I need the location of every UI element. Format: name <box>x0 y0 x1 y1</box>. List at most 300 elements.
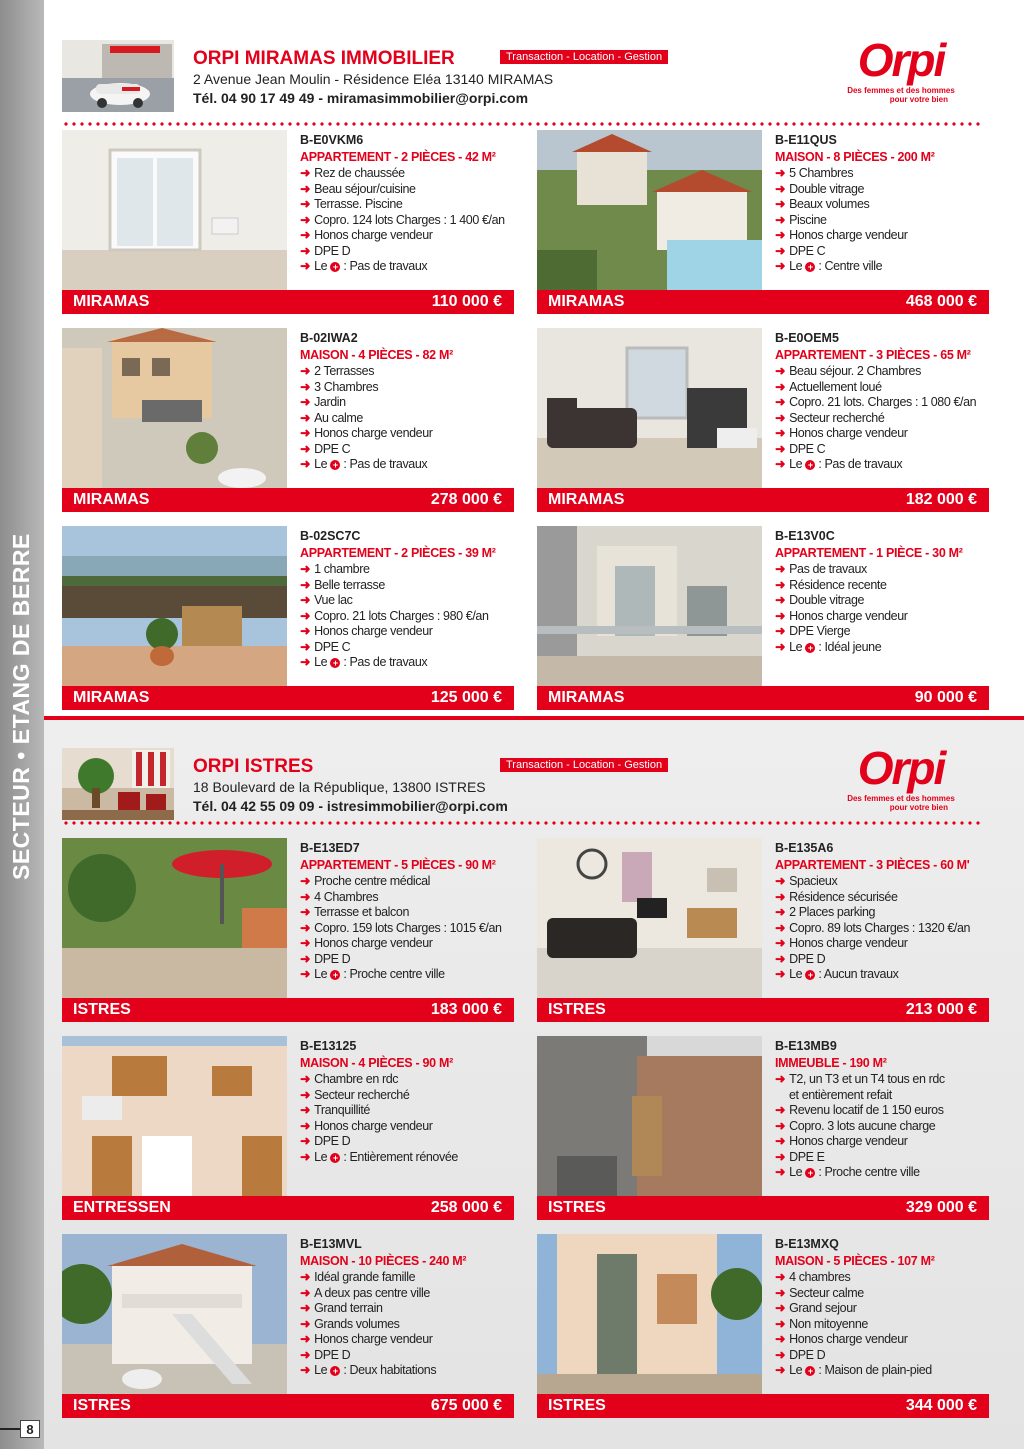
listing-city: ISTRES <box>548 1001 606 1018</box>
feature-item <box>300 921 514 937</box>
feature-item <box>300 936 514 952</box>
sector-sidebar <box>0 0 44 1449</box>
feature-item <box>775 1286 989 1302</box>
listing-type: APPARTEMENT - 1 PIÈCE - 30 M² <box>775 546 963 560</box>
arrow-icon: ➜ <box>300 639 311 654</box>
feature-item <box>775 1332 989 1348</box>
feature-item <box>300 1317 514 1333</box>
feature-text: Terrasse. Piscine <box>314 197 403 211</box>
feature-text: Honos charge vendeur <box>314 624 433 638</box>
feature-text: DPE E <box>789 1149 825 1164</box>
feature-item-continued <box>775 1088 989 1104</box>
listing-price-bar <box>537 998 989 1022</box>
arrow-icon: ➜ <box>300 441 311 456</box>
feature-text: Beau séjour/cuisine <box>314 181 416 196</box>
arrow-icon: ➜ <box>300 1285 311 1300</box>
feature-list <box>300 1270 514 1379</box>
logo-word: Orpi <box>857 34 945 86</box>
listing-price: 258 000 € <box>430 1199 502 1216</box>
feature-text: 1 chambre <box>314 562 370 576</box>
listing-reference: B-02IWA2 <box>300 331 358 345</box>
plus-label: Le <box>314 655 328 669</box>
feature-text: Belle terrasse <box>314 577 385 592</box>
feature-item <box>300 640 514 656</box>
feature-text: Actuellement loué <box>789 379 882 394</box>
arrow-icon: ➜ <box>775 181 786 196</box>
feature-item <box>775 1134 989 1150</box>
arrow-icon: ➜ <box>300 562 311 576</box>
feature-item <box>775 1301 989 1317</box>
feature-item <box>300 874 514 890</box>
arrow-icon: ➜ <box>775 410 786 425</box>
agency-contact[interactable]: Tél. 04 90 17 49 49 - miramasimmobilier@orpi.com <box>193 90 529 106</box>
feature-text: Double vitrage <box>789 593 865 607</box>
feature-item-plus <box>300 457 514 473</box>
feature-item <box>775 244 989 260</box>
feature-text: Honos charge vendeur <box>789 608 908 623</box>
arrow-icon: ➜ <box>300 228 311 242</box>
feature-item <box>775 228 989 244</box>
listing-type: MAISON - 4 PIÈCES - 90 M² <box>300 1056 453 1070</box>
arrow-icon: ➜ <box>775 951 786 966</box>
logo-slogan-line2: pour votre bien <box>889 95 948 104</box>
listing-card[interactable] <box>537 130 989 316</box>
feature-item <box>775 442 989 458</box>
feature-item <box>775 380 989 396</box>
dotted-separator <box>62 821 980 825</box>
feature-item <box>300 1348 514 1364</box>
feature-item <box>300 213 514 229</box>
listing-city: MIRAMAS <box>73 491 150 508</box>
listing-card[interactable] <box>537 328 989 514</box>
plus-label: Le <box>314 457 328 471</box>
feature-text: DPE C <box>314 639 351 654</box>
arrow-icon: ➜ <box>775 562 786 576</box>
listing-type: APPARTEMENT - 2 PIÈCES - 39 M² <box>300 546 496 560</box>
arrow-icon: ➜ <box>775 212 786 227</box>
feature-text: Revenu locatif de 1 150 euros <box>789 1103 944 1117</box>
feature-item <box>775 197 989 213</box>
arrow-icon: ➜ <box>300 624 311 638</box>
listing-type: MAISON - 4 PIÈCES - 82 M² <box>300 348 453 362</box>
agency-contact[interactable]: Tél. 04 42 55 09 09 - istresimmobilier@orpi.com <box>193 798 508 814</box>
arrow-icon: ➜ <box>775 1118 786 1133</box>
feature-item <box>775 624 989 640</box>
feature-list <box>775 1270 989 1379</box>
arrow-icon: ➜ <box>300 608 311 623</box>
listing-card[interactable] <box>537 838 989 1024</box>
listing-card[interactable] <box>62 1234 514 1420</box>
listing-reference: B-E13MXQ <box>775 1237 839 1251</box>
listing-info <box>775 1038 989 1181</box>
plus-label: Le <box>314 967 328 981</box>
feature-item-plus <box>775 967 989 983</box>
feature-item <box>775 182 989 198</box>
arrow-icon: ➜ <box>775 1270 786 1284</box>
arrow-icon: ➜ <box>300 936 311 950</box>
feature-text: Copro. 3 lots aucune charge <box>789 1118 936 1133</box>
listing-price: 329 000 € <box>905 1199 977 1216</box>
listing-reference: B-E11QUS <box>775 133 837 147</box>
feature-text: DPE C <box>314 441 351 456</box>
feature-item <box>300 1332 514 1348</box>
listing-price: 344 000 € <box>905 1397 977 1414</box>
plus-label: Le <box>314 1363 328 1377</box>
arrow-icon: ➜ <box>300 1301 311 1315</box>
feature-list <box>775 1072 989 1181</box>
feature-text: et entièrement refait <box>789 1087 892 1102</box>
arrow-icon: ➜ <box>775 243 786 258</box>
plus-icon: + <box>805 460 815 470</box>
arrow-icon: ➜ <box>775 1363 786 1377</box>
agency-name: ORPI MIRAMAS IMMOBILIER <box>193 48 455 69</box>
listing-photo[interactable] <box>62 328 287 488</box>
arrow-icon: ➜ <box>775 593 786 607</box>
feature-text: Tranquillité <box>314 1103 370 1117</box>
feature-text: Rez de chaussée <box>314 166 405 180</box>
logo-slogan-line1: Des femmes et des hommes <box>847 86 955 95</box>
arrow-icon: ➜ <box>300 889 311 904</box>
listing-photo[interactable] <box>537 328 762 488</box>
agency-address: 18 Boulevard de la République, 13800 ISTRES <box>193 779 486 795</box>
listing-price-bar <box>537 1394 989 1418</box>
plus-label: Le <box>789 639 803 654</box>
plus-icon: + <box>805 1366 815 1376</box>
listing-photo[interactable] <box>537 1234 762 1394</box>
listing-card[interactable] <box>537 1234 989 1420</box>
listing-type: APPARTEMENT - 5 PIÈCES - 90 M² <box>300 858 496 872</box>
listing-photo[interactable] <box>537 526 762 686</box>
feature-text: DPE C <box>789 441 826 456</box>
feature-text: Idéal grande famille <box>314 1270 416 1284</box>
feature-item <box>300 1134 514 1150</box>
logo-slogan-line1: Des femmes et des hommes <box>847 794 955 803</box>
feature-text: Honos charge vendeur <box>314 1118 433 1133</box>
listing-type: APPARTEMENT - 3 PIÈCES - 65 M² <box>775 348 971 362</box>
listing-type: MAISON - 8 PIÈCES - 200 M² <box>775 150 935 164</box>
plus-icon: + <box>330 658 340 668</box>
arrow-icon: ➜ <box>300 166 311 180</box>
arrow-icon: ➜ <box>775 936 786 950</box>
arrow-icon: ➜ <box>300 1316 311 1331</box>
arrow-icon: ➜ <box>775 197 786 211</box>
listing-card[interactable] <box>62 838 514 1024</box>
listing-city: ISTRES <box>73 1397 131 1414</box>
feature-item <box>775 426 989 442</box>
feature-text: Grands volumes <box>314 1316 400 1331</box>
feature-list <box>300 1072 514 1165</box>
feature-item <box>775 1103 989 1119</box>
feature-item <box>300 905 514 921</box>
listing-card[interactable] <box>537 526 989 712</box>
feature-text: Honos charge vendeur <box>314 426 433 440</box>
listing-city: ISTRES <box>73 1001 131 1018</box>
listing-photo[interactable] <box>62 1036 287 1196</box>
arrow-icon: ➜ <box>775 1347 786 1362</box>
arrow-icon: ➜ <box>775 874 786 888</box>
feature-text: DPE D <box>314 1134 351 1148</box>
arrow-icon: ➜ <box>300 364 311 378</box>
feature-text: Beau séjour. 2 Chambres <box>789 364 921 378</box>
listing-card[interactable] <box>62 130 514 316</box>
feature-item <box>775 1317 989 1333</box>
agency-services-tag: Transaction - Location - Gestion <box>500 50 668 64</box>
listing-info <box>300 132 514 275</box>
feature-item <box>775 395 989 411</box>
logo-word: Orpi <box>857 742 945 794</box>
listing-photo[interactable] <box>537 130 762 290</box>
feature-text: Honos charge vendeur <box>789 936 908 950</box>
listing-type: APPARTEMENT - 2 PIÈCES - 42 M² <box>300 150 496 164</box>
feature-text: Honos charge vendeur <box>314 936 433 950</box>
listing-price-bar <box>537 488 989 512</box>
feature-item <box>775 936 989 952</box>
plus-label: Le <box>789 259 803 273</box>
feature-item <box>300 1072 514 1088</box>
arrow-icon: ➜ <box>775 608 786 623</box>
arrow-icon: ➜ <box>300 1332 311 1346</box>
plus-icon: + <box>805 643 815 653</box>
feature-text: Honos charge vendeur <box>314 228 433 242</box>
feature-item <box>300 1119 514 1135</box>
feature-item <box>300 244 514 260</box>
orpi-logo <box>846 36 956 104</box>
listing-price: 90 000 € <box>914 689 977 706</box>
arrow-icon: ➜ <box>775 639 786 654</box>
arrow-icon: ➜ <box>775 920 786 935</box>
feature-text: Secteur recherché <box>789 410 885 425</box>
listing-city: ISTRES <box>548 1397 606 1414</box>
feature-item <box>775 1150 989 1166</box>
arrow-icon: ➜ <box>775 905 786 919</box>
arrow-icon: ➜ <box>300 967 311 981</box>
listing-card[interactable] <box>537 1036 989 1222</box>
arrow-icon: ➜ <box>300 426 311 440</box>
listing-photo[interactable] <box>62 838 287 998</box>
arrow-icon: ➜ <box>300 874 311 888</box>
listing-info <box>300 1038 514 1165</box>
plus-text: : Deux habitations <box>340 1363 437 1377</box>
feature-text: DPE D <box>314 951 351 966</box>
arrow-icon: ➜ <box>775 1301 786 1315</box>
listing-price-bar <box>62 998 514 1022</box>
feature-list <box>300 562 514 671</box>
arrow-icon: ➜ <box>300 379 311 394</box>
feature-list <box>775 166 989 275</box>
feature-text: Honos charge vendeur <box>789 228 908 242</box>
feature-item <box>775 411 989 427</box>
feature-text: Terrasse et balcon <box>314 905 410 919</box>
feature-item-plus <box>300 1363 514 1379</box>
listing-photo[interactable] <box>62 1234 287 1394</box>
agency-header-miramas <box>62 34 992 122</box>
listing-price: 675 000 € <box>430 1397 502 1414</box>
listing-price-bar <box>537 1196 989 1220</box>
feature-item <box>300 1088 514 1104</box>
feature-item <box>775 921 989 937</box>
plus-text: : Pas de travaux <box>815 457 903 471</box>
arrow-icon: ➜ <box>300 243 311 258</box>
feature-text: T2, un T3 et un T4 tous en rdc <box>789 1072 945 1086</box>
arrow-icon: ➜ <box>300 920 311 935</box>
feature-text: 4 Chambres <box>314 889 379 904</box>
plus-text: : Aucun travaux <box>815 967 899 981</box>
feature-text: 2 Places parking <box>789 905 876 919</box>
arrow-icon: ➜ <box>300 212 311 227</box>
arrow-icon: ➜ <box>775 166 786 180</box>
feature-item <box>300 380 514 396</box>
arrow-icon: ➜ <box>300 593 311 607</box>
arrow-icon: ➜ <box>775 364 786 378</box>
feature-item <box>775 1072 989 1088</box>
listing-photo[interactable] <box>537 838 762 998</box>
listing-price-bar <box>62 686 514 710</box>
listing-photo[interactable] <box>62 130 287 290</box>
listing-reference: B-E13MB9 <box>775 1039 837 1053</box>
listing-type: MAISON - 5 PIÈCES - 107 M² <box>775 1254 935 1268</box>
arrow-icon: ➜ <box>775 441 786 456</box>
feature-text: DPE D <box>789 951 826 966</box>
listing-card[interactable] <box>62 1036 514 1222</box>
feature-list <box>300 166 514 275</box>
feature-item <box>775 1119 989 1135</box>
listing-city: ISTRES <box>548 1199 606 1216</box>
feature-item <box>300 442 514 458</box>
feature-text: Au calme <box>314 410 363 425</box>
feature-item <box>300 411 514 427</box>
plus-icon: + <box>330 262 340 272</box>
arrow-icon: ➜ <box>775 259 786 273</box>
plus-icon: + <box>805 970 815 980</box>
plus-text: : Pas de travaux <box>340 655 428 669</box>
feature-item-plus <box>300 967 514 983</box>
feature-item <box>775 593 989 609</box>
listing-city: MIRAMAS <box>548 491 625 508</box>
listing-price: 182 000 € <box>905 491 977 508</box>
feature-list <box>775 364 989 473</box>
listing-price-bar <box>62 290 514 314</box>
feature-item <box>300 197 514 213</box>
arrow-icon: ➜ <box>775 1149 786 1164</box>
arrow-icon: ➜ <box>300 1103 311 1117</box>
feature-text: Honos charge vendeur <box>789 1134 908 1148</box>
feature-text: DPE Vierge <box>789 624 851 638</box>
feature-text: Jardin <box>314 395 346 409</box>
feature-item <box>300 395 514 411</box>
feature-item <box>300 578 514 594</box>
feature-text: Copro. 21 lots Charges : 980 €/an <box>314 608 489 623</box>
feature-list <box>775 874 989 983</box>
feature-item <box>300 890 514 906</box>
feature-text: Grand terrain <box>314 1301 383 1315</box>
arrow-icon: ➜ <box>775 967 786 981</box>
arrow-icon: ➜ <box>300 181 311 196</box>
listing-price: 125 000 € <box>430 689 502 706</box>
feature-item-plus <box>775 457 989 473</box>
feature-text: DPE D <box>789 1347 826 1362</box>
plus-icon: + <box>330 460 340 470</box>
listing-city: MIRAMAS <box>73 293 150 310</box>
listing-photo[interactable] <box>62 526 287 686</box>
feature-text: Secteur recherché <box>314 1087 410 1102</box>
plus-label: Le <box>314 1149 328 1164</box>
plus-label: Le <box>789 457 803 471</box>
listing-price: 468 000 € <box>905 293 977 310</box>
feature-item <box>775 578 989 594</box>
agency-address: 2 Avenue Jean Moulin - Résidence Eléa 13140 MIRAMAS <box>193 71 554 87</box>
feature-text: Chambre en rdc <box>314 1072 399 1086</box>
arrow-icon: ➜ <box>300 905 311 919</box>
listing-photo[interactable] <box>537 1036 762 1196</box>
listing-info <box>300 1236 514 1379</box>
plus-icon: + <box>805 1168 815 1178</box>
arrow-icon: ➜ <box>300 1347 311 1362</box>
feature-text: Piscine <box>789 212 827 227</box>
plus-icon: + <box>330 970 340 980</box>
plus-label: Le <box>314 259 328 273</box>
plus-text: : Idéal jeune <box>815 639 882 654</box>
listing-reference: B-E0VKM6 <box>300 133 364 147</box>
feature-text: 3 Chambres <box>314 379 379 394</box>
arrow-icon: ➜ <box>300 1118 311 1133</box>
feature-text: DPE C <box>789 243 826 258</box>
page-number: 8 <box>20 1420 40 1438</box>
feature-item <box>300 228 514 244</box>
feature-list <box>300 364 514 473</box>
arrow-icon: ➜ <box>300 1072 311 1086</box>
listing-card[interactable] <box>62 526 514 712</box>
feature-text: Spacieux <box>789 874 838 888</box>
arrow-icon: ➜ <box>300 410 311 425</box>
feature-text: Beaux volumes <box>789 197 870 211</box>
plus-label: Le <box>789 1165 803 1179</box>
feature-text: Honos charge vendeur <box>314 1332 433 1346</box>
listing-reference: B-E13MVL <box>300 1237 362 1251</box>
feature-item <box>300 624 514 640</box>
feature-item-plus <box>300 655 514 671</box>
plus-text: : Proche centre ville <box>340 967 445 981</box>
listing-info <box>775 330 989 473</box>
arrow-icon: ➜ <box>775 1072 786 1086</box>
plus-text: : Maison de plain-pied <box>815 1363 932 1377</box>
agency-name: ORPI ISTRES <box>193 756 314 777</box>
feature-text: Honos charge vendeur <box>789 426 908 440</box>
listing-info <box>775 132 989 275</box>
feature-item <box>300 1301 514 1317</box>
arrow-icon: ➜ <box>775 1285 786 1300</box>
feature-text: 4 chambres <box>789 1270 851 1284</box>
feature-item <box>300 1286 514 1302</box>
feature-item <box>775 609 989 625</box>
listing-type: APPARTEMENT - 3 PIÈCES - 60 M' <box>775 858 970 872</box>
arrow-icon: ➜ <box>775 426 786 440</box>
agency-services-tag: Transaction - Location - Gestion <box>500 758 668 772</box>
listing-reference: B-E135A6 <box>775 841 834 855</box>
agency-header-istres <box>62 742 992 830</box>
feature-item <box>775 1348 989 1364</box>
feature-text: 5 Chambres <box>789 166 854 180</box>
arrow-icon: ➜ <box>300 1363 311 1377</box>
listing-city: MIRAMAS <box>548 689 625 706</box>
section-divider <box>44 716 1024 720</box>
agency-photo <box>62 748 174 820</box>
orpi-logo <box>846 744 956 812</box>
listing-card[interactable] <box>62 328 514 514</box>
feature-text: 2 Terrasses <box>314 364 375 378</box>
arrow-icon: ➜ <box>300 259 311 273</box>
feature-list <box>775 562 989 655</box>
feature-text: Vue lac <box>314 593 353 607</box>
